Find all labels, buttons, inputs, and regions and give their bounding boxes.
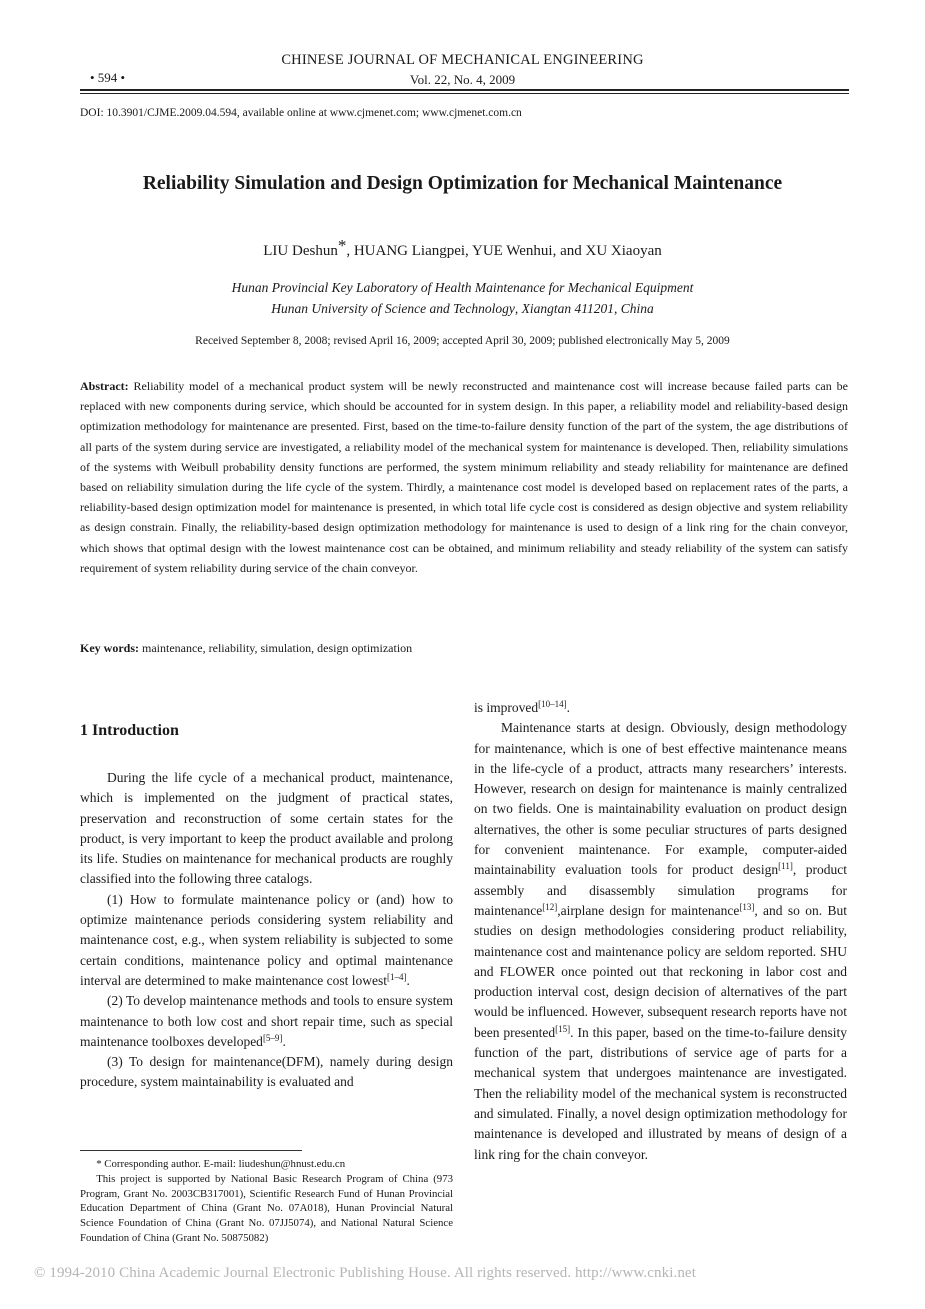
corresponding-mark: * xyxy=(337,236,347,255)
volume-issue: Vol. 22, No. 4, 2009 xyxy=(409,72,516,87)
footnote xyxy=(80,1157,453,1246)
keywords xyxy=(80,641,848,656)
header-rule-thick xyxy=(80,89,849,91)
paragraph-text: is improved xyxy=(474,700,539,715)
paragraph: During the life cycle of a mechanical product, maintenance, which is implemented on the judgment of practical states, preservation and reconstruction of some certain states for the product, is very important to keep the product available and prolong its life. Studies on maintenance for mechanical products are roughly classified into the following three catalogs. xyxy=(80,770,453,887)
paragraph: (3) To design for maintenance(DFM), namely during design procedure, system maintainability is evaluated and xyxy=(80,1054,453,1090)
citation: [15] xyxy=(555,1023,571,1034)
corresponding-author-note: * Corresponding author. E-mail: liudeshun@hnust.edu.cn xyxy=(96,1158,346,1170)
header-rule-thin xyxy=(80,93,849,94)
paragraph-text: , product assembly and disassembly simulation programs for maintenance xyxy=(474,862,847,918)
footnote-rule xyxy=(80,1150,302,1151)
paragraph xyxy=(80,991,453,1052)
funding-note: This project is supported by National Basic Research Program of China (973 Program, Grant No. 2003CB317001), Scientific Research Fund of Hunan Provincial Education Department of China (Grant No. 07A018), Hunan Provincial Natural Science Foundation of China (Grant No. 07JJ5074), and National Natural Science Foundation of China (Grant No. 50875082) xyxy=(80,1172,453,1244)
affiliation-institution: Hunan University of Science and Technology xyxy=(271,301,515,316)
affiliation-line-2 xyxy=(0,301,925,317)
copyright-watermark: © 1994-2010 China Academic Journal Electronic Publishing House. All rights reserved. http://www.cnki.net xyxy=(34,1265,696,1281)
other-authors: , HUANG Liangpei, YUE Wenhui, and XU Xiaoyan xyxy=(346,243,662,259)
journal-name: CHINESE JOURNAL OF MECHANICAL ENGINEERING xyxy=(281,52,644,68)
paragraph-end: . xyxy=(406,972,410,988)
paragraph-text: (2) To develop maintenance methods and tools to ensure system maintenance to both low cost and short repair time, such as special maintenance toolboxes developed xyxy=(80,993,453,1049)
left-column xyxy=(80,768,453,1093)
paragraph xyxy=(474,718,847,1165)
abstract xyxy=(80,376,848,578)
received-dates: Received September 8, 2008; revised April 16, 2009; accepted April 30, 2009; published electronically May 5, 2009 xyxy=(195,335,730,347)
citation: [13] xyxy=(739,901,755,912)
paragraph-text: , and so on. But studies on design methodologies considering product reliability, maintenance cost and maintenance policy are seldom reported. SHU and FLOWER once pointed out that reckoning in labor cost and production interval cost, design decision of alternatives of the part would be influenced. However, subsequent research reports have not been presented xyxy=(474,902,847,1040)
paragraph-text: Maintenance starts at design. Obviously, design methodology for maintenance, which is one of best effective maintenance means in the life-cycle of a product, attracts many researchers’ interests. However, research on design for maintenance is mainly centralized on two fields. One is maintainability evaluation on product design alternatives, the other is some peculiar structures of parts designed for convenient maintenance. For example, computer-aided maintainability evaluation tools for product design xyxy=(474,720,847,878)
page-number: • 594 • xyxy=(90,70,126,85)
keywords-label: Key words: xyxy=(80,641,139,655)
paragraph-text: ,airplane design for maintenance xyxy=(557,902,740,918)
abstract-label: Abstract: xyxy=(80,379,129,393)
abstract-text: Reliability model of a mechanical product system will be newly reconstructed and maintenance cost will increase because failed parts can be replaced with new components during service, which should be accounted for in system design. In this paper, a reliability model and reliability-based design optimization methodology for maintenance are presented. First, based on the time-to-failure density function of the part of the system, the age distributions of all parts of the system during service are investigated, a reliability model of the mechanical system for maintenance is developed. Then, reliability simulations of the systems with Weibull probability density functions are performed, the system minimum reliability and steady reliability for maintenance are defined based on reliability simulation during the life cycle of the system. Thirdly, a maintenance cost model is developed based on replacement rates of the parts, a reliability-based design optimization model for maintenance is presented, in which total life cycle cost is considered as design objective and system reliability as design constrain. Finally, the reliability-based design optimization methodology for maintenance is used to design of a link ring for the chain conveyor, which shows that optimal design with the lowest maintenance cost can be obtained, and minimum reliability and steady reliability of the system can satisfy requirement of system reliability during service of the chain conveyor. xyxy=(80,379,848,575)
paragraph xyxy=(80,890,453,991)
citation: [11] xyxy=(778,861,793,872)
affiliation-country: China xyxy=(620,301,654,316)
keywords-text: maintenance, reliability, simulation, design optimization xyxy=(139,641,413,655)
affiliation-separator: , xyxy=(514,301,522,316)
affiliation-line-1: Hunan Provincial Key Laboratory of Health Maintenance for Mechanical Equipment xyxy=(231,280,694,295)
paragraph-end: . xyxy=(566,700,570,715)
paragraph-continuation xyxy=(474,698,847,718)
paragraph-end: . xyxy=(282,1033,286,1049)
affiliation-separator: , xyxy=(613,301,621,316)
citation: [1–4] xyxy=(387,971,407,982)
paragraph-text: . In this paper, based on the time-to-failure density function of the part, distributions of service age of parts for a mechanical system that undergoes maintenance are investigated. Then the reliability model of the mechanical system is reconstructed and simulated. Finally, a novel design optimization methodology for maintenance is developed and illustrated by means of design of a link ring for the chain conveyor. xyxy=(474,1024,847,1162)
citation: [12] xyxy=(542,901,558,912)
citation: [10–14] xyxy=(538,699,567,709)
section-heading: 1 Introduction xyxy=(80,722,179,739)
affiliation-city: Xiangtan 411201 xyxy=(521,301,614,316)
first-author: LIU Deshun xyxy=(263,243,338,259)
doi-line: DOI: 10.3901/CJME.2009.04.594, available online at www.cjmenet.com; www.cjmenet.com.cn xyxy=(80,107,522,119)
paragraph-text: (1) How to formulate maintenance policy or (and) how to optimize maintenance periods considering system reliability and maintenance cost, e.g., when system reliability is subjected to some certain conditions, maintenance policy and optimal maintenance interval are determined to make maintenance cost lowest xyxy=(80,891,453,988)
paper-title: Reliability Simulation and Design Optimization for Mechanical Maintenance xyxy=(142,173,783,194)
citation: [5–9] xyxy=(262,1032,283,1043)
author-list xyxy=(0,236,925,260)
right-column xyxy=(474,698,847,1165)
